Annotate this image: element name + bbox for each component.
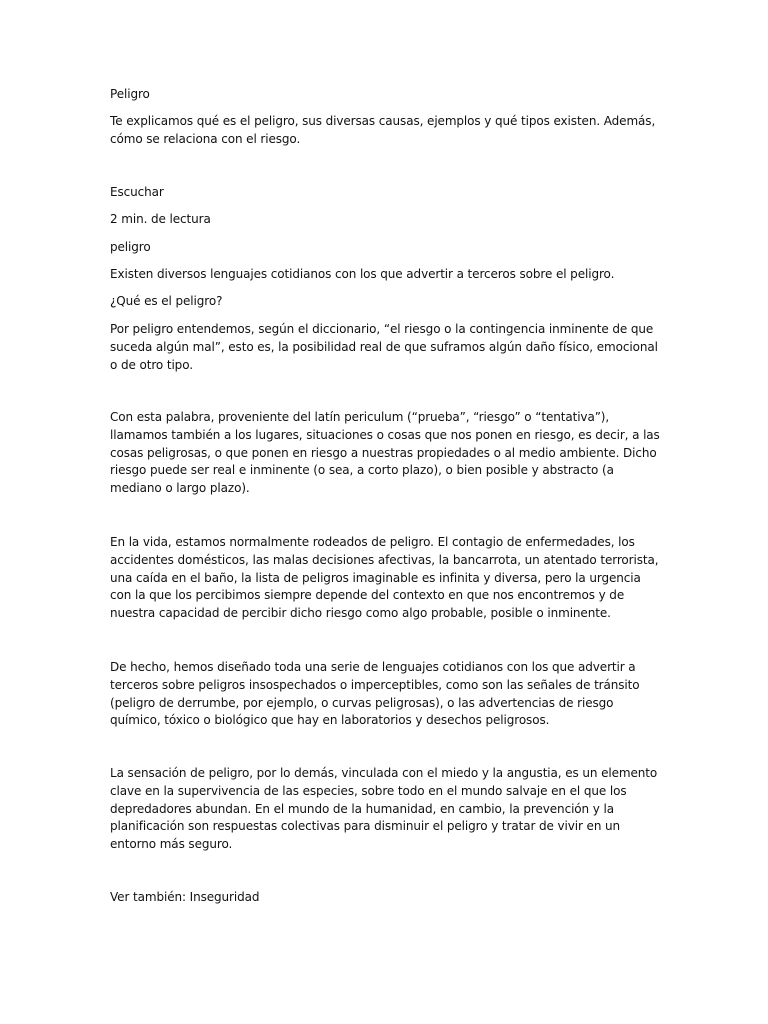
document-title: Peligro (110, 87, 150, 101)
see-also-link[interactable]: Ver también: Inseguridad (110, 890, 260, 904)
paragraph-sense-of-danger: La sensación de peligro, por lo demás, vinculada con el miedo y la angustia, es un elemento clave en la supervivencia de las especies, sobre todo en el mundo salvaje en el que los depredadores abundan. En el mundo de la humanidad, en cambio, la prevención y la planificación son respuestas colectivas para disminuir el peligro y tratar de vivir en un entorno más seguro. (110, 766, 658, 852)
intro-paragraph: Te explicamos qué es el peligro, sus diversas causas, ejemplos y qué tipos existen. Además, cómo se relaciona con el riesgo. (110, 114, 656, 146)
image-caption: peligro (110, 240, 151, 254)
image-description: Existen diversos lenguajes cotidianos con los que advertir a terceros sobre el peligro. (110, 267, 615, 281)
listen-label: Escuchar (110, 185, 164, 199)
reading-time: 2 min. de lectura (110, 212, 211, 226)
paragraph-etymology: Con esta palabra, proveniente del latín periculum (“prueba”, “riesgo” o “tentativa”), llamamos también a los lugares, situaciones o cosas que nos ponen en riesgo, es decir, a las cosas peligrosas, o que ponen en riesgo a nuestras propiedades o al medio ambiente. Dicho riesgo puede ser real e inminente (o sea, a corto plazo), o bien posible y abstracto (a mediano o largo plazo). (110, 410, 660, 496)
paragraph-definition: Por peligro entendemos, según el diccionario, “el riesgo o la contingencia inminente de que suceda algún mal”, esto es, la posibilidad real de que suframos algún daño físico, emocional o de otro tipo. (110, 322, 658, 372)
paragraph-warning-languages: De hecho, hemos diseñado toda una serie de lenguajes cotidianos con los que advertir a terceros sobre peligros insospechados o imperceptibles, como son las señales de tránsito (peligro de derrumbe, por ejemplo, o curvas peligrosas), o las advertencias de riesgo químico, tóxico o biológico que hay en laboratorios y desechos peligrosos. (110, 660, 640, 728)
section-heading: ¿Qué es el peligro? (110, 294, 223, 308)
paragraph-everyday-life: En la vida, estamos normalmente rodeados de peligro. El contagio de enfermedades, los accidentes domésticos, las malas decisiones afectivas, la bancarrota, un atentado terrorista, una caída en el baño, la lista de peligros imaginable es infinita y diversa, pero la urgencia con la que los percibimos siempre depende del contexto en que nos encontremos y de nuestra capacidad de percibir dicho riesgo como algo probable, posible o inminente. (110, 535, 659, 621)
